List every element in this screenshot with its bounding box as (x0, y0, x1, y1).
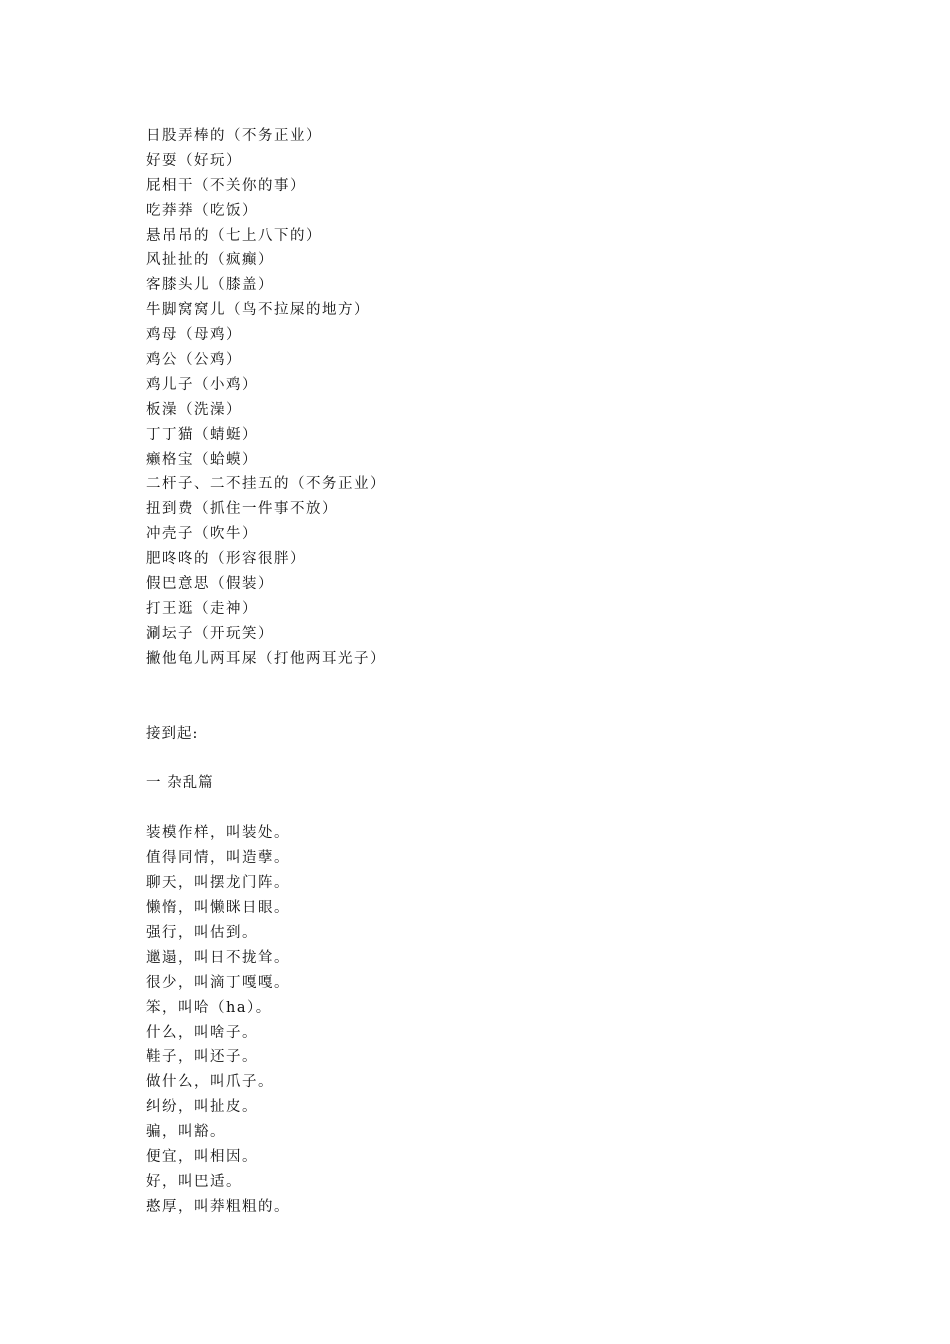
phrase-entry: 做什么，叫爪子。 (146, 1074, 274, 1091)
spacer (146, 746, 846, 771)
dialect-entry: 涮坛子（开玩笑） (146, 625, 274, 642)
dialect-entry: 鸡儿子（小鸡） (146, 376, 258, 393)
phrase-entry: 憨厚，叫莽粗粗的。 (146, 1198, 290, 1215)
document-page (146, 124, 846, 1220)
dialect-entry: 鸡公（公鸡） (146, 352, 242, 369)
dialect-entry: 打王逛（走神） (146, 600, 258, 617)
dialect-entry: 撇他龟儿两耳屎（打他两耳光子） (146, 650, 386, 667)
dialect-entry: 癞格宝（蛤蟆） (146, 451, 258, 468)
dialect-entry: 风扯扯的（疯癫） (146, 252, 274, 269)
phrase-entry: 懒惰，叫懒眯日眼。 (146, 900, 290, 917)
phrase-entry: 什么，叫啥子。 (146, 1024, 258, 1041)
phrase-entry: 笨，叫哈（ha）。 (146, 999, 272, 1016)
phrase-entry: 纠纷，叫扯皮。 (146, 1099, 258, 1116)
dialect-entry: 丁丁猫（蜻蜓） (146, 426, 258, 443)
spacer (146, 796, 846, 821)
dialect-entry: 牛脚窝窝儿（鸟不拉屎的地方） (146, 302, 370, 319)
dialect-entry: 好耍（好玩） (146, 152, 242, 169)
phrase-entry: 便宜，叫相因。 (146, 1148, 258, 1165)
phrase-entry: 值得同情，叫造孽。 (146, 850, 290, 867)
phrase-entry: 鞋子，叫还子。 (146, 1049, 258, 1066)
dialect-entry: 板澡（洗澡） (146, 401, 242, 418)
spacer (146, 672, 846, 722)
section-title: 一 杂乱篇 (146, 775, 214, 792)
dialect-entry: 屁相干（不关你的事） (146, 177, 306, 194)
dialect-entry: 冲壳子（吹牛） (146, 526, 258, 543)
dialect-entry: 吃莽莽（吃饭） (146, 202, 258, 219)
phrase-entry: 强行，叫估到。 (146, 924, 258, 941)
dialect-entry: 客膝头儿（膝盖） (146, 277, 274, 294)
dialect-entry: 二杆子、二不挂五的（不务正业） (146, 476, 386, 493)
dialect-entry: 肥咚咚的（形容很胖） (146, 551, 306, 568)
dialect-entry: 鸡母（母鸡） (146, 327, 242, 344)
dialect-entry: 日股弄棒的（不务正业） (146, 128, 322, 144)
phrase-entry: 聊天，叫摆龙门阵。 (146, 875, 290, 892)
phrase-list (146, 821, 846, 1219)
phrase-entry: 骗，叫豁。 (146, 1124, 226, 1141)
dialect-entry: 扭到费（抓住一件事不放） (146, 501, 338, 518)
phrase-entry: 装模作样，叫装处。 (146, 825, 290, 842)
dialect-entry: 悬吊吊的（七上八下的） (146, 227, 322, 244)
dialect-list (146, 124, 846, 672)
phrase-entry: 好，叫巴适。 (146, 1173, 242, 1190)
continue-label: 接到起: (146, 725, 199, 742)
phrase-entry: 很少，叫滴丁嘎嘎。 (146, 974, 290, 991)
phrase-entry: 邋遢，叫日不拢耸。 (146, 949, 290, 966)
dialect-entry: 假巴意思（假装） (146, 576, 274, 593)
